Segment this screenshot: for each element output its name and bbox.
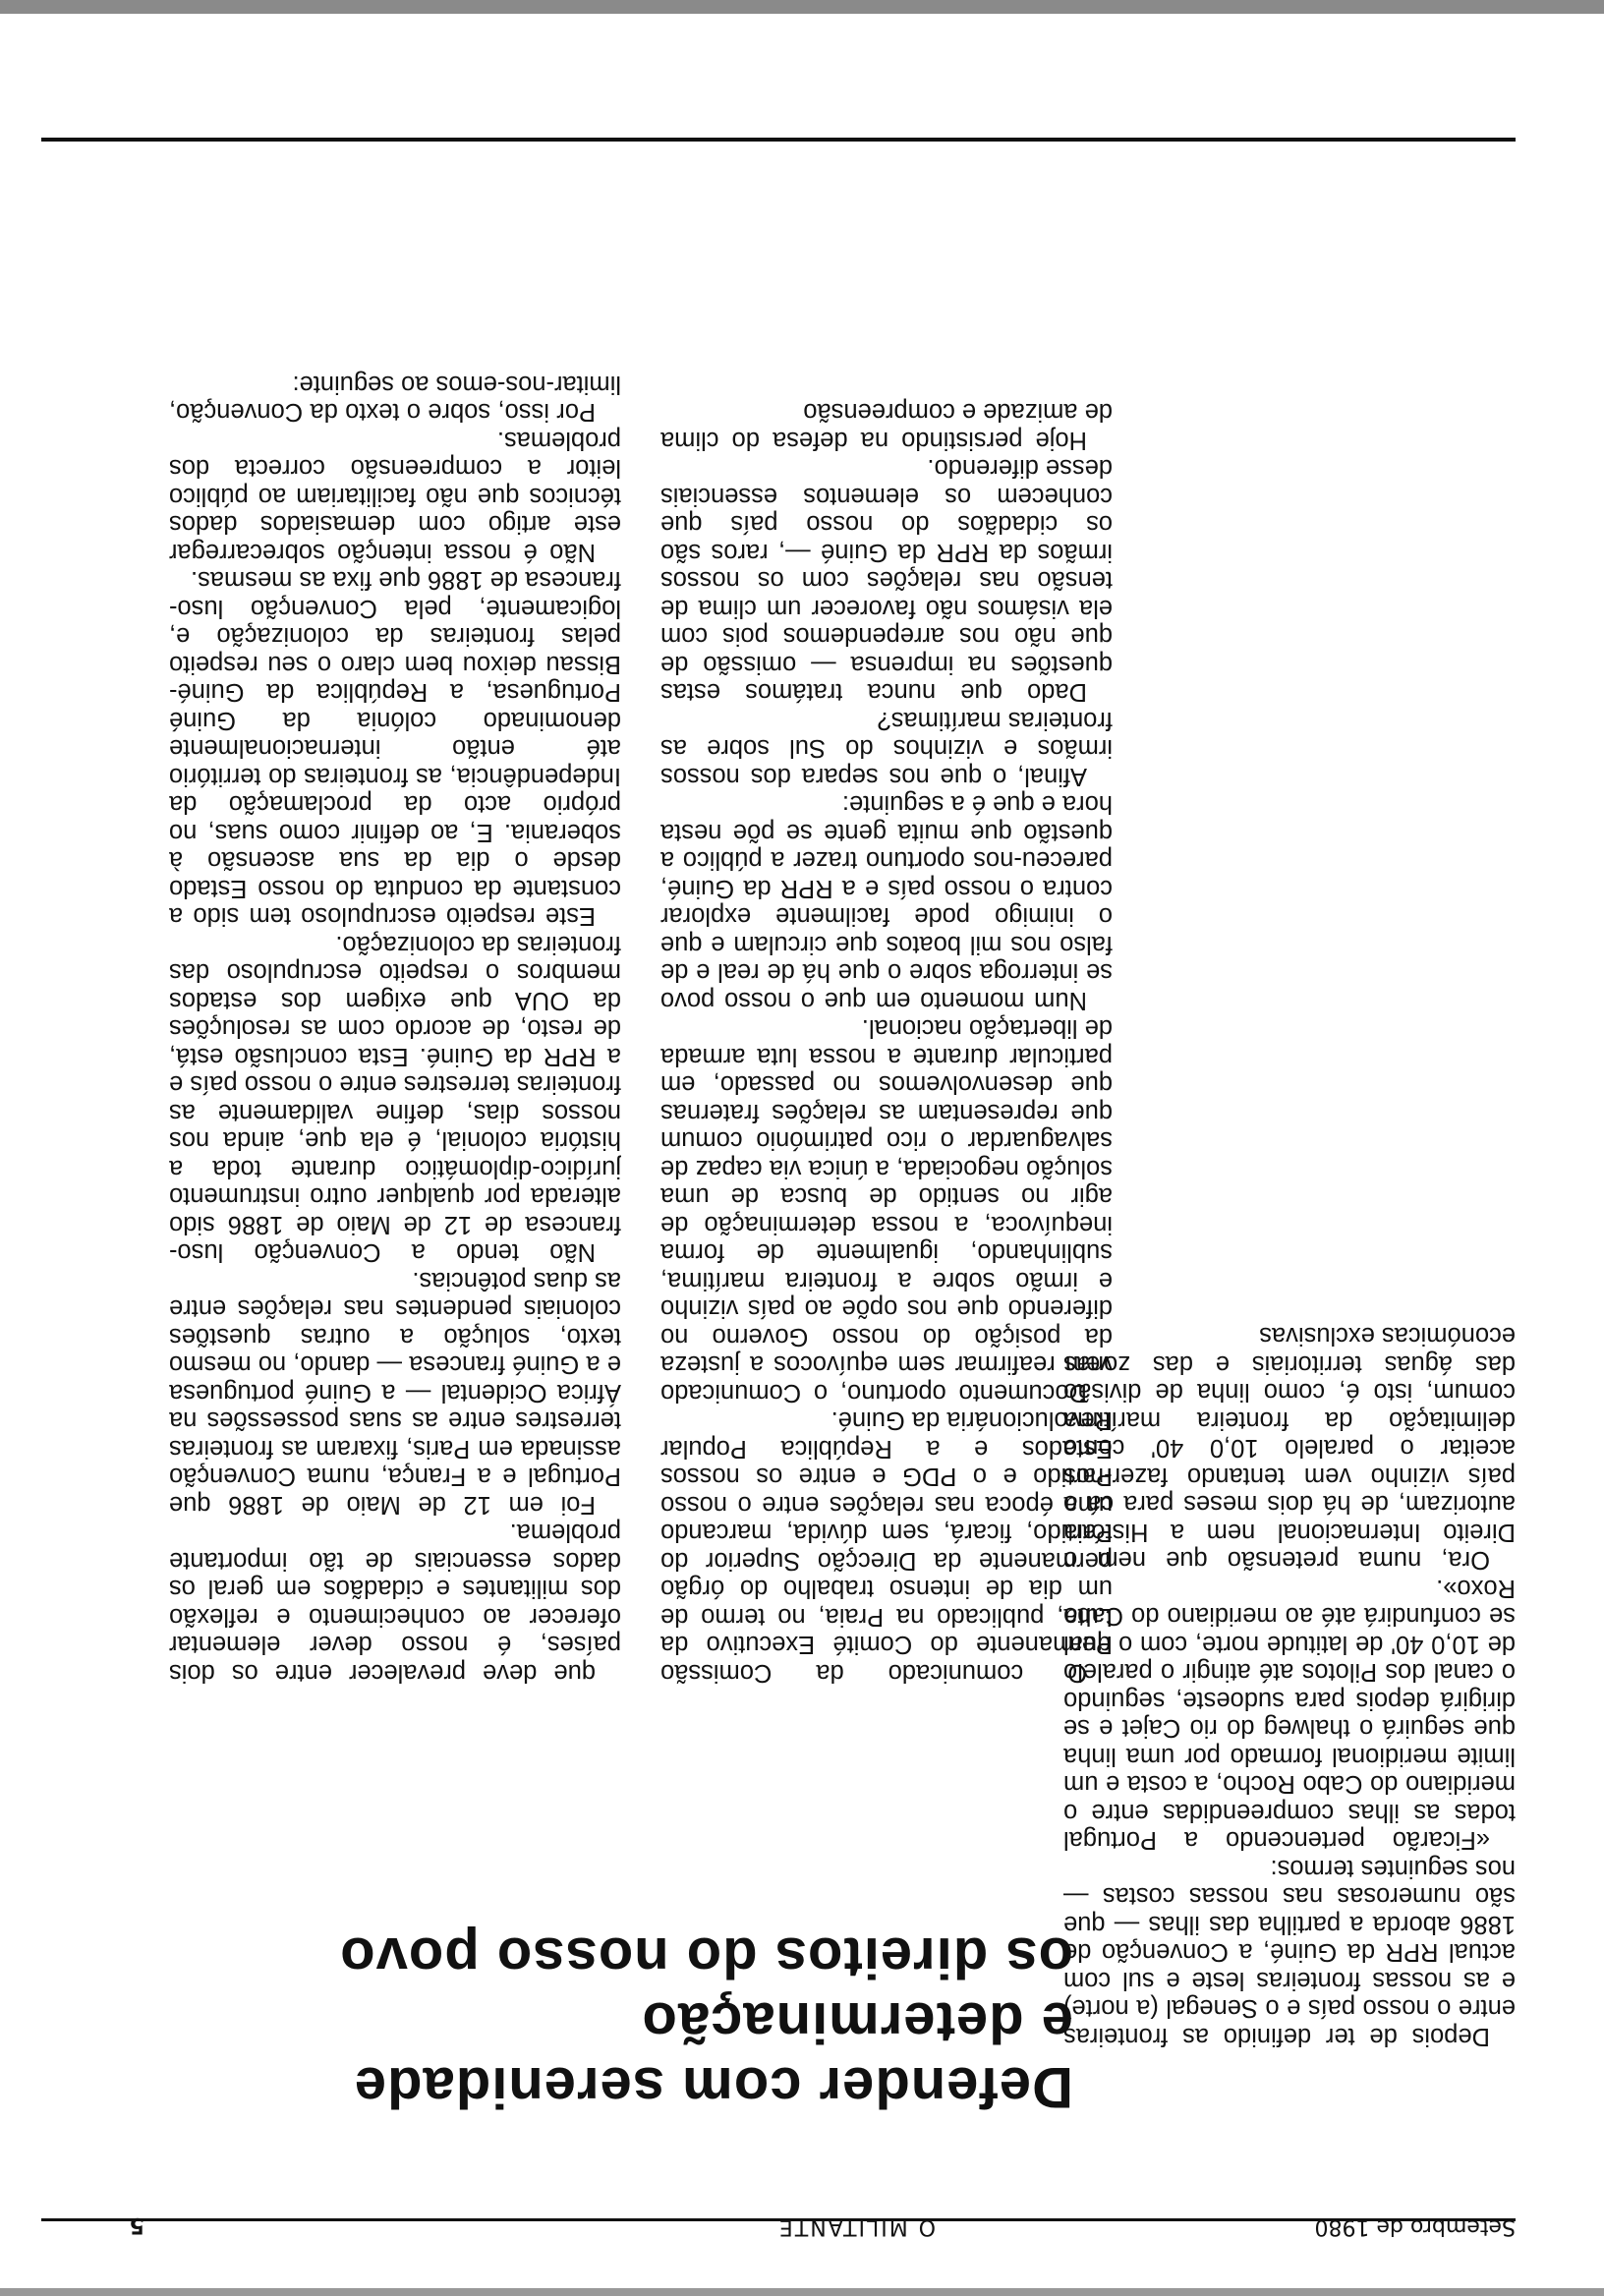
paragraph: Ora, numa pretensão que nem o Direito Internacional nem a História autorizam, de há dois meses para cá o país vizinho vem tentando fazer-nos aceitar o paralelo 10,0 40' como delimitação da fronteira marítima comum, isto é, como linha de divisão das águas territoriais e das zonas económicas exclusivas: [1063, 1322, 1516, 1575]
paragraph: Hoje persistindo na defesa do clima de amizade e compreensão: [660, 398, 1113, 454]
headline-line-1: Defender com serenidade: [353, 2055, 1073, 2119]
article-column-2: [169, 173, 621, 1687]
headline-line-2: e determinação: [641, 1990, 1073, 2054]
paragraph: Não tendo a Convenção luso-francesa de 12 de Maio de 1886 sido alterada por qualquer outro instrumento jurídico-diplomático durante toda a história colonial, é ela que, ainda nos nossos dias, define validamente as fronteiras terrestres entre o nosso país e a RPR da Guiné. Esta conclusão está, de resto, de acordo com as resoluções da OUA que exigem dos estados membros o respeito escrupuloso das fronteiras da colonização.: [169, 931, 621, 1267]
article-column-1: [660, 173, 1113, 1687]
paragraph: «Ficarão pertencendo a Portugal todas as ilhas compreendidas entre o meridiano do Cabo Rocho, a costa e um limite meridional formado por uma linha que seguirá o thalweg do rio Cajet e se dirigirá depois para sudoeste, seguindo o canal dos Pilotos até atingir o paralelo de 10,0 40' de latitude norte, com o qual se confundirá até ao meridiano do Cabo Roxo».: [1063, 1575, 1516, 1855]
paragraph: Afinal, o que nos separa dos nossos irmãos e vizinhos do Sul sobre as fronteiras marítimas?: [660, 707, 1113, 790]
page-number: 5: [129, 2212, 144, 2237]
paragraph: Num momento em que o nosso povo se interroga sobre o que há de real e de falso nos mil boatos que circulam e que o inimigo pode facilmente explorar contra o nosso país e a RPR da Guiné, pareceu-nos oportuno trazer a público a questão que muita gente se põe nesta hora e que é a seguinte:: [660, 790, 1113, 1014]
paragraph: Depois de ter definido as fronteiras entre o nosso país e o Senegal (a norte) e as nossas fronteiras leste e sul com actual RPR da Guiné, a Convenção de 1886 aborda a partilha das ilhas — que são numerosas nas nossas costas — nos seguintes termos:: [1063, 1855, 1516, 2050]
publication-name: O MILITANTE: [776, 2214, 936, 2239]
paragraph: Foi em 12 de Maio de 1886 que Portugal e a França, numa Convenção assinada em Paris, fixaram as fronteiras terrestres entre as suas possessões na África Ocidental — a Guiné portuguesa e a Guiné francesa — dando, no mesmo texto, solução a outras questões coloniais pendentes nas relações entre as duas potências.: [169, 1267, 621, 1519]
article-column-3: [1063, 193, 1516, 2050]
issue-date: Setembro de 1980: [1314, 2214, 1516, 2239]
article-headline: [228, 1924, 1073, 2119]
paragraph: Não é nossa intenção sobrecarregar este artigo com demasiados dados técnicos que não facilitariam ao público leitor a compreensão correcta dos problemas.: [169, 427, 621, 566]
paragraph: Este respeito escrupuloso tem sido a constante da conduta do nosso Estado desde o dia da sua ascensão à soberania. E, ao definir como suas, no próprio acto da proclamação da Independência, as fronteiras do território até então internacionalmente denominado colónia da Guiné Portuguesa, a República da Guiné-Bissau deixou bem claro o seu respeito pelas fronteiras da colonização e, logicamente, pela Convenção luso-francesa de 1886 que fixa as mesmas.: [169, 566, 621, 931]
paragraph: O comunicado da Comissão Permanente do Comité Executivo da Luta, publicado na Praia, no termo de um dia de intenso trabalho do órgão permanente da Direcção Superior do Partido, ficará, sem dúvida, marcando uma época nas relações entre o nosso Partido e o PDG e entre os nossos Estados e a República Popular Revolucionária da Guiné.: [660, 1406, 1113, 1687]
paragraph: Documento oportuno, o Comunicado vem reafirmar sem equívocos a justeza da posição do nosso Governo no diferendo que nos opõe ao país vizinho e irmão sobre a fronteira marítima, sublinhando, igualmente de forma inequívoca, a nossa determinação de agir no sentido de busca de uma solução negociada, a única via capaz de salvaguardar o rico património comum que representam as relações fraternas que desenvolvemos no passado, em particular durante a nossa luta armada de libertação nacional.: [660, 1014, 1113, 1406]
footer-rule: [41, 138, 1516, 142]
paragraph: Por isso, sobre o texto da Convenção, limitar-nos-emos ao seguinte:: [169, 371, 621, 427]
headline-line-3: os direitos do nosso povo: [339, 1925, 1073, 1989]
paragraph: que deve prevalecer entre os dois países, é nosso dever elementar oferecer ao conhecimento e reflexão dos militantes e cidadãos em geral os dados essenciais de tão importante problema.: [169, 1519, 621, 1687]
paragraph: Dado que nunca tratámos estas questões na imprensa — omissão de que não nos arrependemos pois com ela visámos não favorecer um clima de tensão nas relações com os nossos irmãos da RPR da Guiné —, raros são os cidadãos do nosso país que conhecem os elementos essenciais desse diferendo.: [660, 454, 1113, 707]
